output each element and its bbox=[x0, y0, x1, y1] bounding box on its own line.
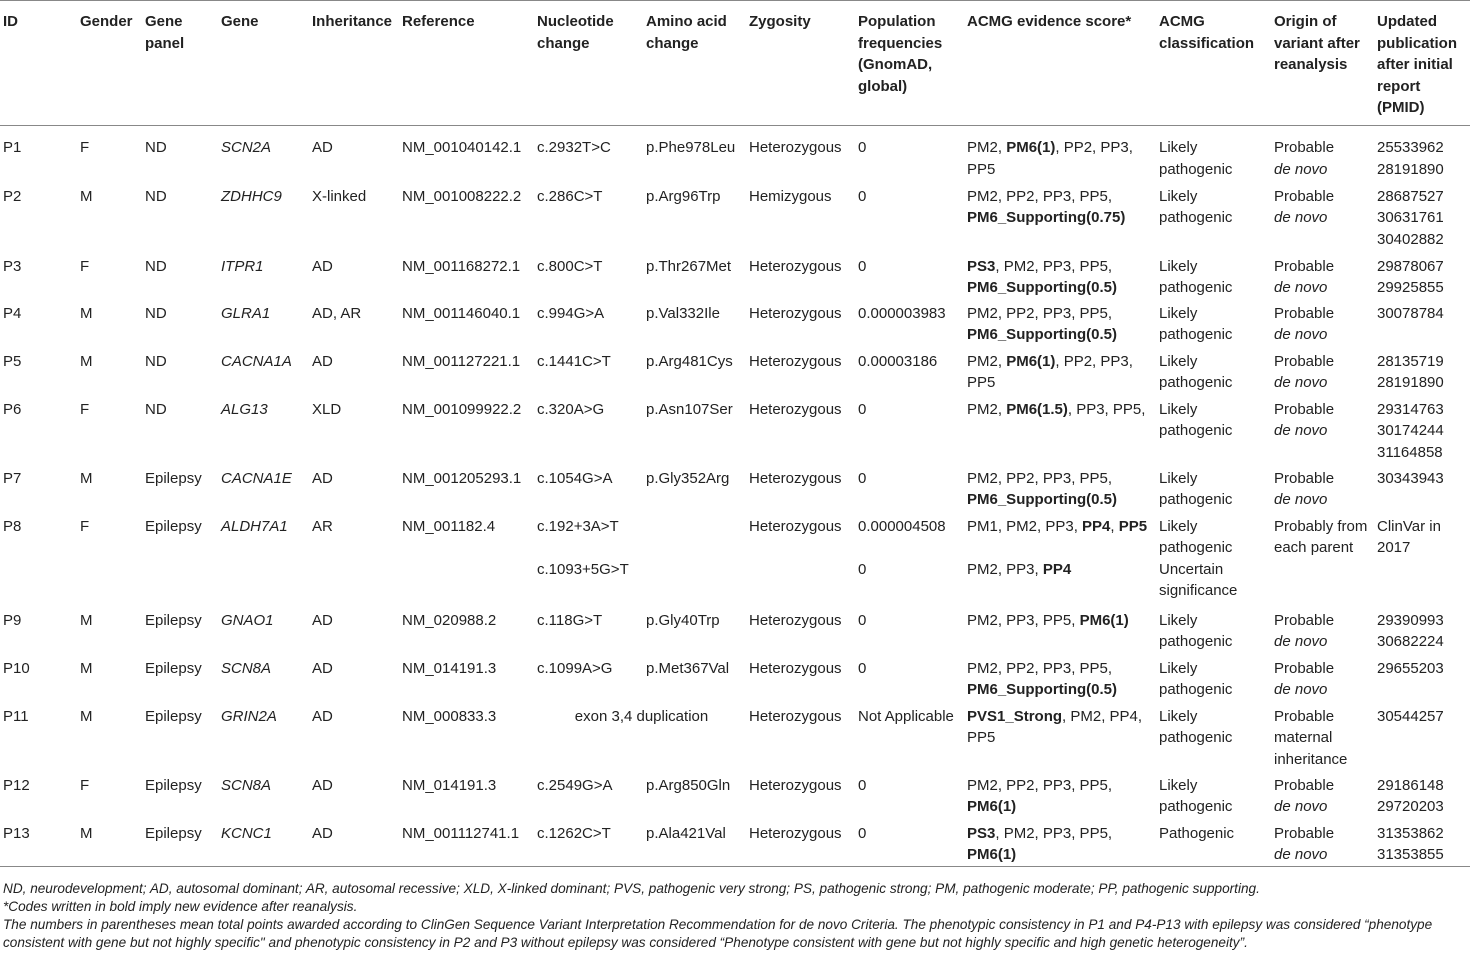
inheritance-cell: X-linked bbox=[312, 187, 367, 205]
pmid: 28191890 bbox=[1377, 160, 1444, 178]
origin-text: Probable bbox=[1274, 187, 1335, 205]
acmg-code-new: PM6_Supporting(0.75) bbox=[967, 209, 1126, 226]
acmg-code: PM2, PP2, PP3, PP5, bbox=[967, 304, 1113, 322]
inheritance-cell: AD bbox=[312, 257, 333, 275]
table-row bbox=[0, 299, 1470, 347]
reference-cell: NM_014191.3 bbox=[402, 659, 497, 677]
inheritance-cell: AD bbox=[312, 469, 333, 487]
gene-panel-cell: Epilepsy bbox=[142, 819, 218, 867]
inheritance-cell: AD bbox=[312, 611, 333, 629]
pmid: 28191890 bbox=[1377, 374, 1444, 391]
classification-cell: Likely pathogenic bbox=[1159, 400, 1233, 439]
zygosity-cell: Heterozygous bbox=[749, 469, 842, 487]
gender-cell: M bbox=[80, 352, 93, 370]
gene-cell: ZDHHC9 bbox=[221, 187, 282, 205]
pmid: 29390993 bbox=[1377, 611, 1444, 629]
pmid: 29720203 bbox=[1377, 798, 1444, 815]
header-amino-acid-change: Amino acid change bbox=[643, 1, 746, 126]
gene-panel-cell: ND bbox=[145, 187, 167, 205]
gene-panel-cell: ND bbox=[145, 304, 167, 322]
pmid: 30402882 bbox=[1377, 230, 1444, 248]
acmg-evidence-cell bbox=[964, 654, 1156, 702]
id-cell: P3 bbox=[3, 257, 22, 275]
origin-de-novo: de novo bbox=[1274, 491, 1328, 508]
acmg-evidence-cell bbox=[964, 182, 1156, 252]
pmid: 25533962 bbox=[1377, 139, 1444, 156]
origin-text: Probable bbox=[1274, 257, 1335, 275]
pmid: 29655203 bbox=[1377, 659, 1444, 677]
inheritance-cell: AD, AR bbox=[312, 304, 362, 322]
gene-cell: ALDH7A1 bbox=[221, 517, 288, 535]
table-row bbox=[0, 252, 1470, 299]
acmg-evidence-cell bbox=[964, 395, 1156, 464]
acmg-code: PM2, PP2, PP3, PP5, bbox=[967, 469, 1113, 487]
acmg-evidence-cell bbox=[964, 347, 1156, 395]
id-cell: P12 bbox=[3, 776, 30, 794]
origin-text: Probable bbox=[1274, 611, 1335, 629]
gene-cell: GNAO1 bbox=[221, 611, 274, 629]
footnote-abbreviations: ND, neurodevelopment; AD, autosomal dominant; AR, autosomal recessive; XLD, X-linked dominant; PVS, pathogenic very strong; PS, pathogenic strong; PM, pathogenic moderate; PP, pathogenic supporting. bbox=[3, 881, 1260, 896]
acmg-code: , PP2, PP3, PP5 bbox=[967, 139, 1133, 178]
header-reference: Reference bbox=[399, 1, 534, 126]
acmg-code-new: PP4 bbox=[1082, 517, 1111, 535]
pmid: 29314763 bbox=[1377, 400, 1444, 418]
pmid: 31353862 bbox=[1377, 824, 1444, 842]
header-acmg-evidence: ACMG evidence score* bbox=[964, 1, 1156, 126]
classification-cell: Pathogenic bbox=[1156, 819, 1271, 867]
gender-cell: M bbox=[80, 304, 93, 322]
origin-de-novo: de novo bbox=[1274, 374, 1328, 391]
amino-acid-cell: p.Asn107Ser bbox=[646, 400, 733, 418]
gene-panel-cell: ND bbox=[145, 400, 167, 418]
header-population-frequencies: Population frequencies (GnomAD, global) bbox=[855, 1, 964, 126]
header-nucleotide-change: Nucleotide change bbox=[534, 1, 643, 126]
publication-cell bbox=[1374, 464, 1470, 512]
id-cell: P11 bbox=[3, 707, 29, 725]
origin-cell bbox=[1271, 464, 1374, 512]
publication-cell bbox=[1374, 126, 1470, 182]
nucleotide-cell: c.1093+5G>T bbox=[537, 560, 629, 578]
table-row bbox=[0, 606, 1470, 654]
acmg-code-new: PM6_Supporting(0.5) bbox=[967, 326, 1118, 343]
gene-cell: GRIN2A bbox=[221, 707, 277, 725]
acmg-code: PM1, PM2, PP3, bbox=[967, 517, 1083, 535]
acmg-code-new: PM6_Supporting(0.5) bbox=[967, 681, 1118, 698]
zygosity-cell: Heterozygous bbox=[749, 776, 842, 794]
reference-cell: NM_001182.4 bbox=[402, 517, 496, 535]
frequency-cell: 0 bbox=[858, 187, 867, 205]
amino-acid-cell: p.Thr267Met bbox=[646, 257, 732, 275]
acmg-code: , PM2, PP3, PP5, bbox=[995, 257, 1113, 275]
acmg-code: PM2, PP2, PP3, PP5, bbox=[967, 659, 1113, 677]
reference-cell: NM_001127221.1 bbox=[402, 352, 521, 370]
variant-change-cell: exon 3,4 duplication bbox=[574, 707, 709, 725]
frequency-cell: 0.000003983 bbox=[858, 304, 946, 322]
zygosity-cell: Heterozygous bbox=[749, 139, 842, 156]
gender-cell: M bbox=[80, 469, 93, 487]
classification-cell: Likely pathogenic bbox=[1159, 257, 1233, 296]
pmid: 31353855 bbox=[1377, 846, 1444, 863]
origin-de-novo: de novo bbox=[1274, 326, 1328, 343]
reference-cell: NM_014191.3 bbox=[402, 776, 497, 794]
header-id: ID bbox=[0, 1, 77, 126]
frequency-cell: 0 bbox=[858, 776, 867, 794]
origin-de-novo: de novo bbox=[1274, 279, 1328, 296]
frequency-cell: 0 bbox=[858, 659, 867, 677]
gene-cell: SCN8A bbox=[221, 776, 272, 794]
publication-cell bbox=[1374, 819, 1470, 867]
inheritance-cell: XLD bbox=[312, 400, 342, 418]
acmg-evidence-cell bbox=[964, 126, 1156, 182]
frequency-cell: 0 bbox=[858, 469, 867, 487]
table-row bbox=[0, 702, 1470, 771]
id-cell: P10 bbox=[3, 659, 30, 677]
pmid: 30174244 bbox=[1377, 422, 1444, 439]
amino-acid-cell: p.Arg481Cys bbox=[646, 352, 733, 370]
amino-acid-cell: p.Met367Val bbox=[646, 659, 730, 677]
footnote-bold-codes: *Codes written in bold imply new evidence after reanalysis. bbox=[3, 899, 358, 914]
nucleotide-cell: c.800C>T bbox=[537, 257, 603, 275]
origin-cell bbox=[1271, 126, 1374, 182]
frequency-cell: 0 bbox=[858, 611, 867, 629]
acmg-evidence-cell bbox=[964, 606, 1156, 654]
acmg-code: , PP2, PP3, PP5 bbox=[967, 352, 1133, 391]
reference-cell: NM_020988.2 bbox=[402, 611, 497, 629]
zygosity-cell: Heterozygous bbox=[749, 659, 842, 677]
acmg-code-new: PS3 bbox=[967, 824, 996, 842]
inheritance-cell: AD bbox=[309, 819, 399, 867]
id-cell: P2 bbox=[3, 187, 22, 205]
frequency-cell: 0 bbox=[858, 400, 867, 418]
id-cell: P5 bbox=[3, 352, 22, 370]
publication-cell bbox=[1374, 252, 1470, 299]
acmg-code: , PM2, PP4, PP5 bbox=[967, 707, 1143, 746]
classification-cell: Likely pathogenic bbox=[1159, 469, 1233, 508]
acmg-code: , PP3, PP5, bbox=[1067, 400, 1146, 418]
pmid: 30343943 bbox=[1377, 469, 1444, 487]
acmg-code-new: PM6_Supporting(0.5) bbox=[967, 279, 1118, 296]
pmid: 29186148 bbox=[1377, 776, 1444, 794]
table-row bbox=[0, 347, 1470, 395]
frequency-cell: 0 bbox=[858, 257, 867, 275]
table-row bbox=[0, 464, 1470, 512]
acmg-code-new: PM6(1.5) bbox=[1006, 400, 1068, 418]
zygosity-cell: Hemizygous bbox=[749, 187, 832, 205]
nucleotide-cell: c.2549G>A bbox=[537, 776, 613, 794]
origin-de-novo: de novo bbox=[1274, 681, 1328, 698]
origin-text: Probable bbox=[1274, 139, 1335, 156]
id-cell: P4 bbox=[3, 304, 22, 322]
classification-cell: Likely pathogenic bbox=[1159, 707, 1233, 746]
pmid: 31164858 bbox=[1377, 443, 1443, 461]
publication-cell bbox=[1374, 347, 1470, 395]
acmg-code-new: PP4 bbox=[1042, 560, 1072, 578]
origin-text: Probable bbox=[1274, 659, 1335, 677]
acmg-code: , bbox=[1110, 517, 1119, 535]
table-row bbox=[0, 395, 1470, 464]
gene-cell: CACNA1E bbox=[221, 469, 292, 487]
footnote-points: The numbers in parentheses mean total points awarded according to ClinGen Sequence Variant Interpretation Recommendation for de novo Criteria. The phenotypic consistency in P1 and P4-P13 with epilepsy was considered “phenotype consistent with gene but not highly specific" and phenotypic consistency in P2 and P3 without epilepsy was considered “Phenotype consistent with gene but not highly specific and high genetic heterogeneity”. bbox=[3, 917, 1433, 950]
amino-acid-cell bbox=[643, 512, 746, 559]
reference-cell: NM_001146040.1 bbox=[402, 304, 521, 322]
zygosity-cell: Heterozygous bbox=[749, 611, 842, 629]
acmg-evidence-cell bbox=[964, 512, 1156, 559]
header-acmg-classification: ACMG classification bbox=[1156, 1, 1271, 126]
reference-cell: NM_001112741.1 bbox=[399, 819, 534, 867]
acmg-code: PM2, PP2, PP3, PP5, bbox=[967, 187, 1113, 205]
acmg-code-new: PM6(1) bbox=[1079, 611, 1129, 629]
zygosity-cell: Heterozygous bbox=[749, 304, 842, 322]
nucleotide-cell: c.1262C>T bbox=[534, 819, 643, 867]
acmg-code-new: PM6(1) bbox=[1006, 352, 1056, 370]
acmg-code: PM2, PP3, PP5, bbox=[967, 611, 1080, 629]
id-cell: P9 bbox=[3, 611, 22, 629]
zygosity-cell: Heterozygous bbox=[746, 819, 855, 867]
classification-cell: Likely pathogenic bbox=[1159, 611, 1233, 650]
pmid: 30078784 bbox=[1377, 304, 1444, 322]
origin-cell bbox=[1271, 395, 1374, 464]
table-footnotes bbox=[3, 880, 1465, 952]
acmg-evidence-cell bbox=[964, 819, 1156, 867]
classification-cell: Likely pathogenic bbox=[1159, 517, 1233, 556]
publication-cell bbox=[1374, 771, 1470, 819]
classification-cell: Likely pathogenic bbox=[1159, 776, 1233, 815]
nucleotide-cell: c.1441C>T bbox=[537, 352, 611, 370]
gene-panel-cell: Epilepsy bbox=[145, 659, 202, 677]
origin-text: Probable bbox=[1274, 304, 1335, 322]
origin-text: Probable bbox=[1274, 469, 1335, 487]
id-cell: P6 bbox=[3, 400, 22, 418]
pmid: 30631761 bbox=[1377, 209, 1444, 226]
acmg-code-new: PS3 bbox=[967, 257, 996, 275]
gene-panel-cell: Epilepsy bbox=[145, 611, 202, 629]
pmid: 29925855 bbox=[1377, 279, 1444, 296]
id-cell: P8 bbox=[3, 517, 22, 535]
classification-cell: Likely pathogenic bbox=[1159, 139, 1233, 178]
acmg-code: PM2, PP2, PP3, PP5, bbox=[967, 776, 1113, 794]
table-row bbox=[0, 182, 1470, 252]
classification-cell: Uncertain significance bbox=[1159, 560, 1238, 599]
amino-acid-cell: p.Phe978Leu bbox=[646, 139, 736, 156]
publication-cell bbox=[1374, 395, 1470, 464]
origin-text: Probable bbox=[1274, 776, 1335, 794]
frequency-cell: 0 bbox=[855, 819, 964, 867]
acmg-evidence-cell bbox=[964, 464, 1156, 512]
frequency-cell: 0 bbox=[858, 560, 867, 578]
gene-panel-cell: ND bbox=[145, 257, 167, 275]
amino-acid-cell: p.Gly40Trp bbox=[646, 611, 720, 629]
header-publication: Updated publication after initial report (PMID) bbox=[1374, 1, 1470, 126]
header-zygosity: Zygosity bbox=[746, 1, 855, 126]
publication-cell bbox=[1374, 654, 1470, 702]
gender-cell: F bbox=[80, 400, 90, 418]
reference-cell: NM_000833.3 bbox=[402, 707, 497, 725]
table-row bbox=[0, 654, 1470, 702]
origin-cell: Probably from each parent bbox=[1274, 517, 1368, 556]
pmid: 28687527 bbox=[1377, 187, 1444, 205]
gene-cell: SCN8A bbox=[221, 659, 272, 677]
origin-de-novo: de novo bbox=[1274, 160, 1328, 178]
header-gene: Gene bbox=[218, 1, 309, 126]
gender-cell: M bbox=[80, 707, 93, 725]
header-gene-panel: Gene panel bbox=[142, 1, 218, 126]
pmid: 30682224 bbox=[1377, 633, 1444, 650]
gene-cell: SCN2A bbox=[221, 139, 272, 156]
table-header-row bbox=[0, 1, 1470, 126]
reference-cell: NM_001008222.2 bbox=[402, 187, 522, 205]
zygosity-cell: Heterozygous bbox=[749, 257, 842, 275]
id-cell: P13 bbox=[0, 819, 77, 867]
origin-cell: Probable maternal inheritance bbox=[1274, 707, 1348, 768]
nucleotide-cell: c.1099A>G bbox=[537, 659, 613, 677]
origin-cell bbox=[1271, 654, 1374, 702]
origin-cell bbox=[1271, 252, 1374, 299]
origin-cell bbox=[1271, 182, 1374, 252]
reference-cell: NM_001168272.1 bbox=[402, 257, 521, 275]
gene-cell: ITPR1 bbox=[221, 257, 264, 275]
origin-cell bbox=[1271, 771, 1374, 819]
origin-de-novo: de novo bbox=[1274, 798, 1328, 815]
gene-panel-cell: Epilepsy bbox=[145, 776, 202, 794]
gene-panel-cell: Epilepsy bbox=[145, 469, 202, 487]
gender-cell: F bbox=[80, 776, 90, 794]
amino-acid-cell bbox=[643, 559, 746, 606]
pmid: 29878067 bbox=[1377, 257, 1444, 275]
acmg-evidence-cell bbox=[964, 252, 1156, 299]
gene-cell: ALG13 bbox=[221, 400, 268, 418]
nucleotide-cell: c.286C>T bbox=[537, 187, 603, 205]
gender-cell: F bbox=[80, 257, 90, 275]
acmg-evidence-cell bbox=[964, 771, 1156, 819]
classification-cell: Likely pathogenic bbox=[1159, 187, 1233, 226]
frequency-cell: 0.000004508 bbox=[858, 517, 946, 535]
origin-cell bbox=[1271, 606, 1374, 654]
gene-cell: CACNA1A bbox=[221, 352, 292, 370]
acmg-evidence-cell bbox=[964, 299, 1156, 347]
inheritance-cell: AD bbox=[312, 139, 333, 156]
amino-acid-cell: p.Val332Ile bbox=[646, 304, 720, 322]
reference-cell: NM_001099922.2 bbox=[402, 400, 522, 418]
classification-cell: Likely pathogenic bbox=[1159, 352, 1233, 391]
inheritance-cell: AD bbox=[312, 776, 333, 794]
header-origin: Origin of variant after reanalysis bbox=[1271, 1, 1374, 126]
gender-cell: F bbox=[80, 139, 90, 156]
table-row bbox=[0, 819, 1470, 867]
gene-panel-cell: Epilepsy bbox=[145, 517, 202, 535]
publication-cell: 30544257 bbox=[1377, 707, 1444, 725]
gene-cell: GLRA1 bbox=[221, 304, 271, 322]
gender-cell: M bbox=[77, 819, 142, 867]
gene-panel-cell: ND bbox=[145, 139, 167, 156]
nucleotide-cell: c.118G>T bbox=[537, 611, 603, 629]
gender-cell: M bbox=[80, 187, 93, 205]
amino-acid-cell: p.Ala421Val bbox=[643, 819, 746, 867]
publication-cell bbox=[1374, 606, 1470, 654]
gene-panel-cell: Epilepsy bbox=[145, 707, 202, 725]
nucleotide-cell: c.2932T>C bbox=[537, 139, 611, 156]
zygosity-cell: Heterozygous bbox=[749, 352, 842, 370]
pmid: 28135719 bbox=[1377, 352, 1444, 370]
zygosity-cell: Heterozygous bbox=[749, 517, 842, 535]
zygosity-cell: Heterozygous bbox=[749, 707, 842, 725]
origin-text: Probable bbox=[1274, 824, 1335, 842]
id-cell: P7 bbox=[3, 469, 22, 487]
origin-cell bbox=[1271, 819, 1374, 867]
inheritance-cell: AD bbox=[312, 707, 333, 725]
publication-cell bbox=[1374, 299, 1470, 347]
table-row bbox=[0, 512, 1470, 559]
acmg-code-new: PVS1_Strong bbox=[967, 707, 1063, 725]
frequency-cell: 0 bbox=[858, 139, 867, 156]
gender-cell: M bbox=[80, 611, 93, 629]
acmg-code: PM2, bbox=[967, 352, 1007, 370]
classification-cell: Likely pathogenic bbox=[1159, 659, 1233, 698]
gene-panel-cell: ND bbox=[145, 352, 167, 370]
frequency-cell: 0.00003186 bbox=[858, 352, 938, 370]
acmg-code: , PM2, PP3, PP5, bbox=[995, 824, 1113, 842]
nucleotide-cell: c.994G>A bbox=[537, 304, 605, 322]
origin-cell bbox=[1271, 299, 1374, 347]
amino-acid-cell: p.Arg96Trp bbox=[646, 187, 721, 205]
table-body bbox=[0, 126, 1470, 867]
acmg-evidence-cell bbox=[964, 559, 1156, 606]
origin-de-novo: de novo bbox=[1274, 422, 1328, 439]
gender-cell: M bbox=[80, 659, 93, 677]
acmg-code: PM2, bbox=[967, 139, 1007, 156]
inheritance-cell: AR bbox=[312, 517, 333, 535]
inheritance-cell: AD bbox=[312, 659, 333, 677]
acmg-code-new: PM6(1) bbox=[967, 798, 1017, 815]
publication-cell bbox=[1374, 182, 1470, 252]
origin-text: Probable bbox=[1274, 400, 1335, 418]
origin-de-novo: de novo bbox=[1274, 846, 1328, 863]
acmg-code-new: PP5 bbox=[1118, 517, 1148, 535]
zygosity-cell: Heterozygous bbox=[749, 400, 842, 418]
nucleotide-cell: c.192+3A>T bbox=[537, 517, 619, 535]
id-cell: P1 bbox=[3, 139, 22, 156]
reference-cell: NM_001205293.1 bbox=[402, 469, 522, 487]
acmg-code: PM2, bbox=[967, 400, 1007, 418]
origin-de-novo: de novo bbox=[1274, 209, 1328, 226]
origin-de-novo: de novo bbox=[1274, 633, 1328, 650]
inheritance-cell: AD bbox=[312, 352, 333, 370]
gene-cell: KCNC1 bbox=[218, 819, 309, 867]
acmg-code-new: PM6(1) bbox=[967, 846, 1017, 863]
acmg-code-new: PM6(1) bbox=[1006, 139, 1056, 156]
acmg-code: PM2, PP3, bbox=[967, 560, 1043, 578]
table-row bbox=[0, 771, 1470, 819]
origin-cell bbox=[1271, 347, 1374, 395]
nucleotide-cell: c.320A>G bbox=[537, 400, 605, 418]
nucleotide-cell: c.1054G>A bbox=[537, 469, 613, 487]
header-inheritance: Inheritance bbox=[309, 1, 399, 126]
acmg-evidence-cell bbox=[964, 702, 1156, 771]
table-row bbox=[0, 126, 1470, 182]
publication-cell: ClinVar in 2017 bbox=[1377, 517, 1441, 556]
amino-acid-cell: p.Gly352Arg bbox=[646, 469, 730, 487]
acmg-code-new: PM6_Supporting(0.5) bbox=[967, 491, 1118, 508]
gender-cell: F bbox=[80, 517, 90, 535]
header-gender: Gender bbox=[77, 1, 142, 126]
origin-text: Probable bbox=[1274, 352, 1335, 370]
amino-acid-cell: p.Arg850Gln bbox=[646, 776, 731, 794]
classification-cell: Likely pathogenic bbox=[1159, 304, 1233, 343]
frequency-cell: Not Applicable bbox=[858, 707, 954, 725]
reference-cell: NM_001040142.1 bbox=[402, 139, 522, 156]
